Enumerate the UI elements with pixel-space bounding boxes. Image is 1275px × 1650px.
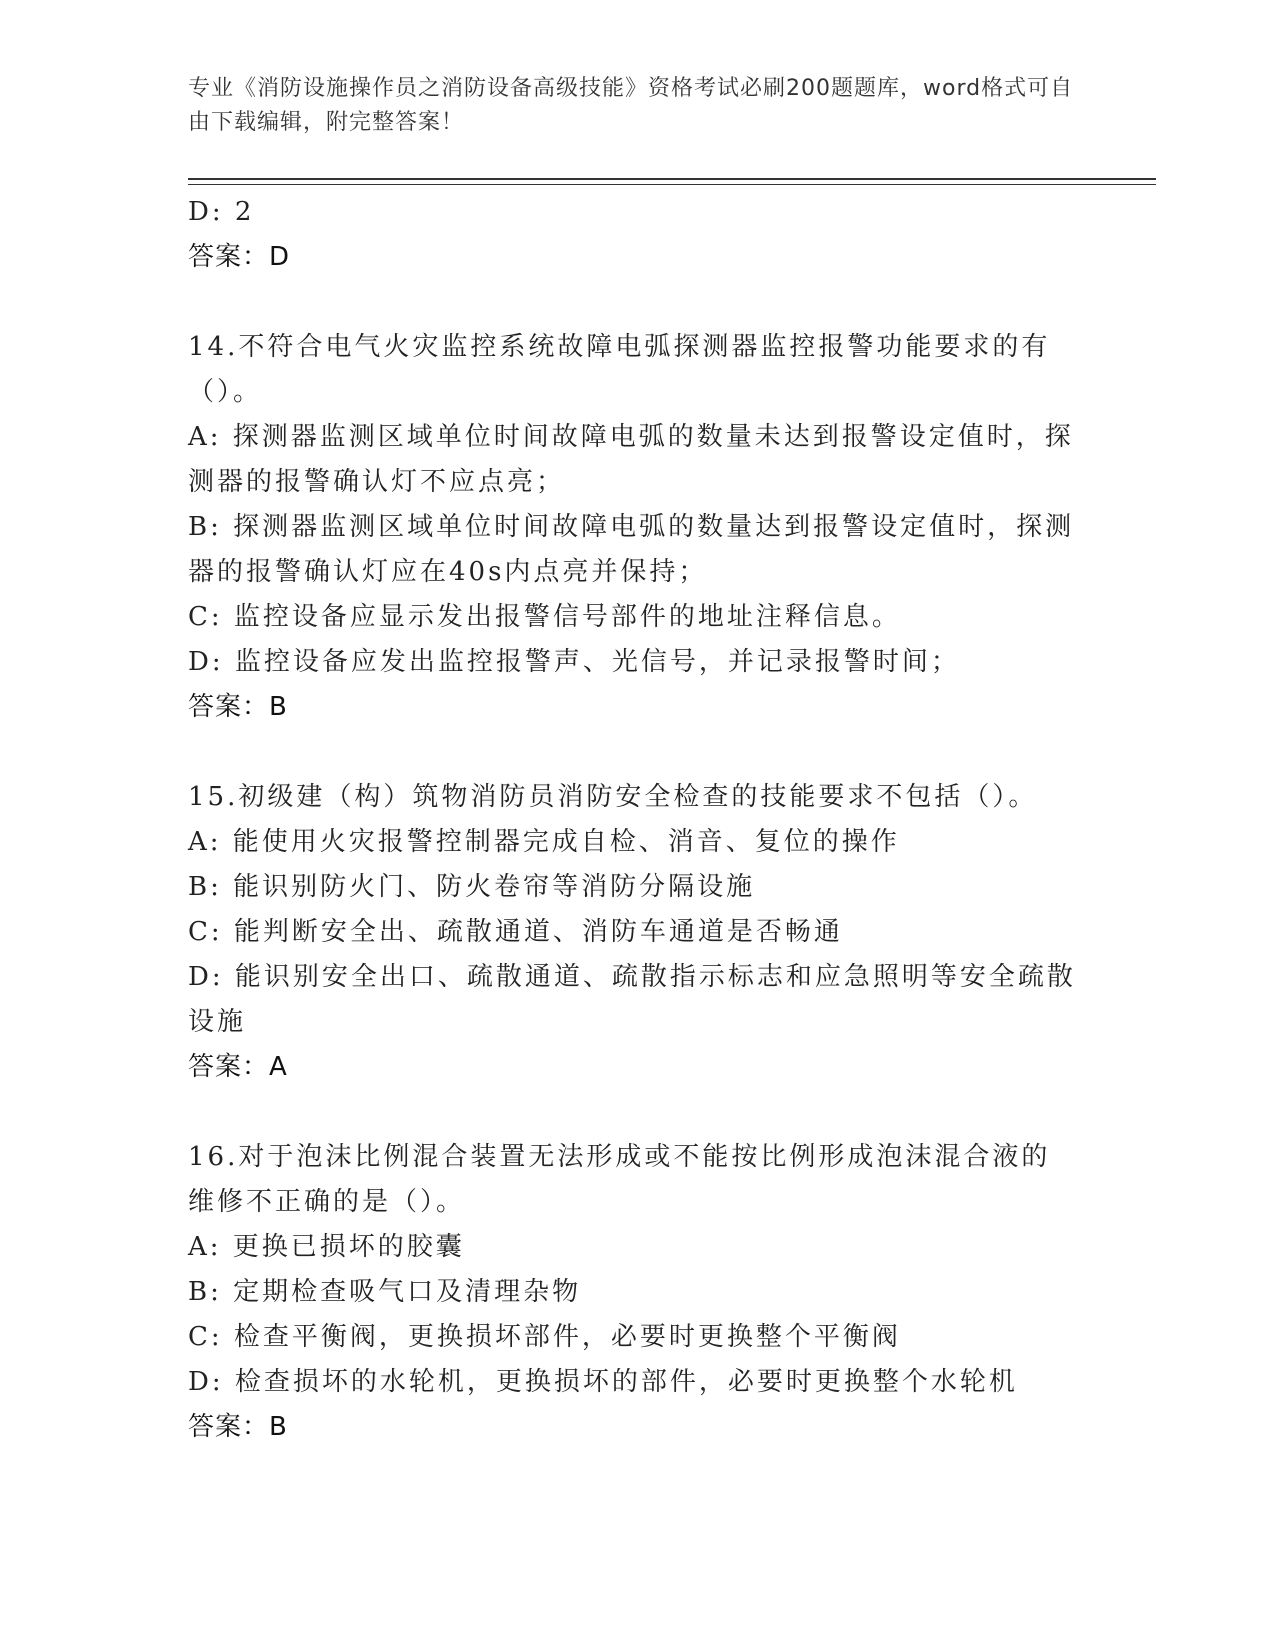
option-a: A: 更换已损坏的胶囊 — [188, 1232, 465, 1262]
answer: 答案：D — [188, 242, 291, 272]
document-header — [188, 72, 1088, 140]
question-16 — [188, 1135, 1078, 1450]
option-b: B: 定期检查吸气口及清理杂物 — [188, 1277, 582, 1307]
question-stem: 15.初级建（构）筑物消防员消防安全检查的技能要求不包括（）。 — [188, 782, 1038, 812]
question-14 — [188, 325, 1078, 730]
option-b: B: 能识别防火门、防火卷帘等消防分隔设施 — [188, 872, 756, 902]
answer: 答案：B — [188, 1412, 288, 1442]
option-a: A: 探测器监测区域单位时间故障电弧的数量未达到报警设定值时，探测器的报警确认灯不应点亮； — [188, 422, 1074, 497]
spacer — [188, 1090, 1078, 1135]
question-content — [188, 190, 1078, 1450]
option-c: C: 监控设备应显示发出报警信号部件的地址注释信息。 — [188, 602, 901, 632]
question-stem: 14.不符合电气火灾监控系统故障电弧探测器监控报警功能要求的有（）。 — [188, 332, 1051, 407]
option-d: D: 监控设备应发出监控报警声、光信号，并记录报警时间； — [188, 647, 960, 677]
spacer — [188, 280, 1078, 325]
header-title: 专业《消防设施操作员之消防设备高级技能》资格考试必刷200题题库，word格式可自由下载编辑，附完整答案！ — [188, 76, 1074, 135]
option-b: B: 探测器监测区域单位时间故障电弧的数量达到报警设定值时，探测器的报警确认灯应在40s内点亮并保持； — [188, 512, 1075, 587]
header-rule-thin — [188, 184, 1156, 185]
option-d: D: 检查损坏的水轮机，更换损坏的部件，必要时更换整个水轮机 — [188, 1367, 1018, 1397]
header-rule-thick — [188, 178, 1156, 180]
answer: 答案：A — [188, 1052, 288, 1082]
question-stem: 16.对于泡沫比例混合装置无法形成或不能按比例形成泡沫混合液的维修不正确的是（）。 — [188, 1142, 1051, 1217]
option-d: D: 能识别安全出口、疏散通道、疏散指示标志和应急照明等安全疏散设施 — [188, 962, 1076, 1037]
option-a: A: 能使用火灾报警控制器完成自检、消音、复位的操作 — [188, 827, 900, 857]
question-13-tail — [188, 190, 1078, 280]
question-15 — [188, 775, 1078, 1090]
option-d: D: 2 — [188, 197, 255, 227]
spacer — [188, 730, 1078, 775]
option-c: C: 检查平衡阀，更换损坏部件，必要时更换整个平衡阀 — [188, 1322, 901, 1352]
answer: 答案：B — [188, 692, 288, 722]
option-c: C: 能判断安全出、疏散通道、消防车通道是否畅通 — [188, 917, 843, 947]
